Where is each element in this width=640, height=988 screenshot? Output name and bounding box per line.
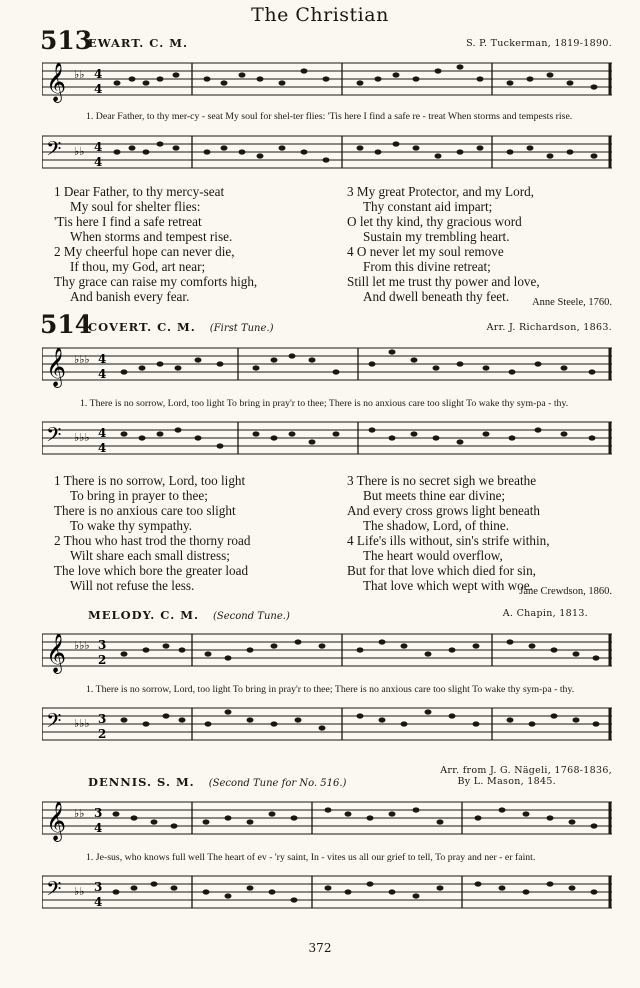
svg-text:4: 4 xyxy=(94,155,103,169)
verse-column-left xyxy=(54,184,257,304)
lyric-underlay: 1. Je-sus, who knows full well The heart of ev - 'ry saint, In - vites us all our grief to tell, To pray and ner - er faint. xyxy=(86,852,536,863)
music-staff-treble xyxy=(42,626,612,678)
verse-line: 3 There is no secret sigh we breathe xyxy=(347,473,537,488)
verse-line: 1 There is no sorrow, Lord, too light xyxy=(54,473,246,488)
verse-line: The heart would overflow, xyxy=(363,548,503,563)
verse-line: Still let me trust thy power and love, xyxy=(347,274,540,289)
svg-text:4: 4 xyxy=(94,895,103,909)
verse-line: Thy constant aid impart; xyxy=(363,199,493,214)
verse-line: But meets thine ear divine; xyxy=(363,488,506,503)
svg-text:𝄢: 𝄢 xyxy=(46,423,62,451)
svg-text:𝄢: 𝄢 xyxy=(46,877,62,905)
page-header: The Christian xyxy=(251,4,389,26)
author-credit: Anne Steele, 1760. xyxy=(532,297,612,308)
svg-text:♭♭: ♭♭ xyxy=(74,885,85,898)
svg-text:𝄞: 𝄞 xyxy=(46,347,67,387)
composer-credit: Arr. from J. G. Nägeli, 1768-1836, xyxy=(440,765,612,776)
verse-column-right xyxy=(347,473,550,593)
svg-text:4: 4 xyxy=(98,441,107,455)
verse-line: 4 Life's ills without, sin's strife within, xyxy=(347,533,550,548)
svg-text:4: 4 xyxy=(94,67,103,81)
svg-text:𝄞: 𝄞 xyxy=(46,633,67,673)
svg-text:♭♭: ♭♭ xyxy=(74,68,85,81)
verse-line: If thou, my God, art near; xyxy=(70,259,206,274)
music-staff-treble xyxy=(42,794,612,846)
music-staff-bass xyxy=(42,414,612,466)
hymn-number: 514 xyxy=(40,310,93,339)
verse-line: O let thy kind, thy gracious word xyxy=(347,214,522,229)
verse-line: There is no anxious care too slight xyxy=(54,503,236,518)
svg-text:𝄢: 𝄢 xyxy=(46,137,62,165)
svg-text:♭♭♭: ♭♭♭ xyxy=(74,353,90,366)
svg-text:4: 4 xyxy=(98,352,107,366)
music-staff-bass xyxy=(42,868,612,920)
svg-text:3: 3 xyxy=(98,712,107,726)
verse-line: 1 Dear Father, to thy mercy-seat xyxy=(54,184,225,199)
verse-line: Sustain my trembling heart. xyxy=(363,229,510,244)
lyric-underlay: 1. There is no sorrow, Lord, too light To bring in pray'r to thee; There is no anxious care too slight To wake thy sym-pa - thy. xyxy=(86,684,575,695)
music-staff-bass xyxy=(42,700,612,752)
svg-text:3: 3 xyxy=(94,880,103,894)
svg-text:𝄞: 𝄞 xyxy=(46,62,67,102)
svg-text:♭♭♭: ♭♭♭ xyxy=(74,431,90,444)
composer-credit: A. Chapin, 1813. xyxy=(502,608,588,619)
verse-column-right xyxy=(347,184,540,304)
composer-credit: S. P. Tuckerman, 1819-1890. xyxy=(466,38,612,49)
svg-text:𝄞: 𝄞 xyxy=(46,801,67,841)
svg-text:3: 3 xyxy=(94,806,103,820)
hymn-number: 513 xyxy=(40,26,93,55)
verse-line: To wake thy sympathy. xyxy=(70,518,193,533)
svg-text:♭♭♭: ♭♭♭ xyxy=(74,639,90,652)
svg-text:3: 3 xyxy=(98,638,107,652)
verse-line: 3 My great Protector, and my Lord, xyxy=(347,184,534,199)
verse-line: But for that love which died for sin, xyxy=(347,563,536,578)
page-number: 372 xyxy=(308,941,332,955)
verse-line: 'Tis here I find a safe retreat xyxy=(54,214,202,229)
verse-line: And dwell beneath thy feet. xyxy=(363,289,510,304)
music-staff-treble xyxy=(42,55,612,107)
tune-name: EWART. C. M. xyxy=(88,36,188,50)
tune-name: MELODY. C. M. (Second Tune.) xyxy=(88,608,290,622)
verse-line: 2 My cheerful hope can never die, xyxy=(54,244,235,259)
svg-text:4: 4 xyxy=(94,821,103,835)
tune-name: COVERT. C. M. (First Tune.) xyxy=(88,320,274,334)
svg-text:4: 4 xyxy=(98,426,107,440)
lyric-underlay: 1. There is no sorrow, Lord, too light To bring in pray'r to thee; There is no anxious care too slight To wake thy sym-pa - thy. xyxy=(80,398,569,409)
verse-line: To bring in prayer to thee; xyxy=(70,488,208,503)
verse-line: That love which wept with woe. xyxy=(363,578,533,593)
svg-text:4: 4 xyxy=(94,140,103,154)
verse-line: From this divine retreat; xyxy=(363,259,491,274)
svg-text:♭♭♭: ♭♭♭ xyxy=(74,717,90,730)
svg-text:𝄢: 𝄢 xyxy=(46,709,62,737)
svg-text:4: 4 xyxy=(94,82,103,96)
svg-text:2: 2 xyxy=(98,653,107,667)
verse-line: Will not refuse the less. xyxy=(70,578,195,593)
verse-line: The love which bore the greater load xyxy=(54,563,249,578)
verse-line: And banish every fear. xyxy=(70,289,190,304)
music-staff-bass xyxy=(42,128,612,180)
verse-line: The shadow, Lord, of thine. xyxy=(363,518,510,533)
composer-credit: Arr. J. Richardson, 1863. xyxy=(486,322,612,333)
lyric-underlay: 1. Dear Father, to thy mer-cy - seat My soul for shel-ter flies: 'Tis here I find a safe re - treat When storms and tempests rise. xyxy=(86,111,573,122)
music-staff-treble xyxy=(42,340,612,392)
verse-column-left xyxy=(54,473,250,593)
svg-text:♭♭: ♭♭ xyxy=(74,145,85,158)
composer-credit: By L. Mason, 1845. xyxy=(457,776,556,787)
svg-text:2: 2 xyxy=(98,727,107,741)
verse-line: 2 Thou who hast trod the thorny road xyxy=(54,533,251,548)
verse-line: My soul for shelter flies: xyxy=(70,199,201,214)
verse-line: And every cross grows light beneath xyxy=(347,503,541,518)
svg-text:♭♭: ♭♭ xyxy=(74,807,85,820)
verse-line: Wilt share each small distress; xyxy=(70,548,230,563)
verse-line: 4 O never let my soul remove xyxy=(347,244,504,259)
author-credit: Jane Crewdson, 1860. xyxy=(519,586,612,597)
tune-name: DENNIS. S. M. (Second Tune for No. 516.) xyxy=(88,775,347,789)
svg-text:4: 4 xyxy=(98,367,107,381)
verse-line: When storms and tempest rise. xyxy=(70,229,233,244)
verse-line: Thy grace can raise my comforts high, xyxy=(54,274,258,289)
